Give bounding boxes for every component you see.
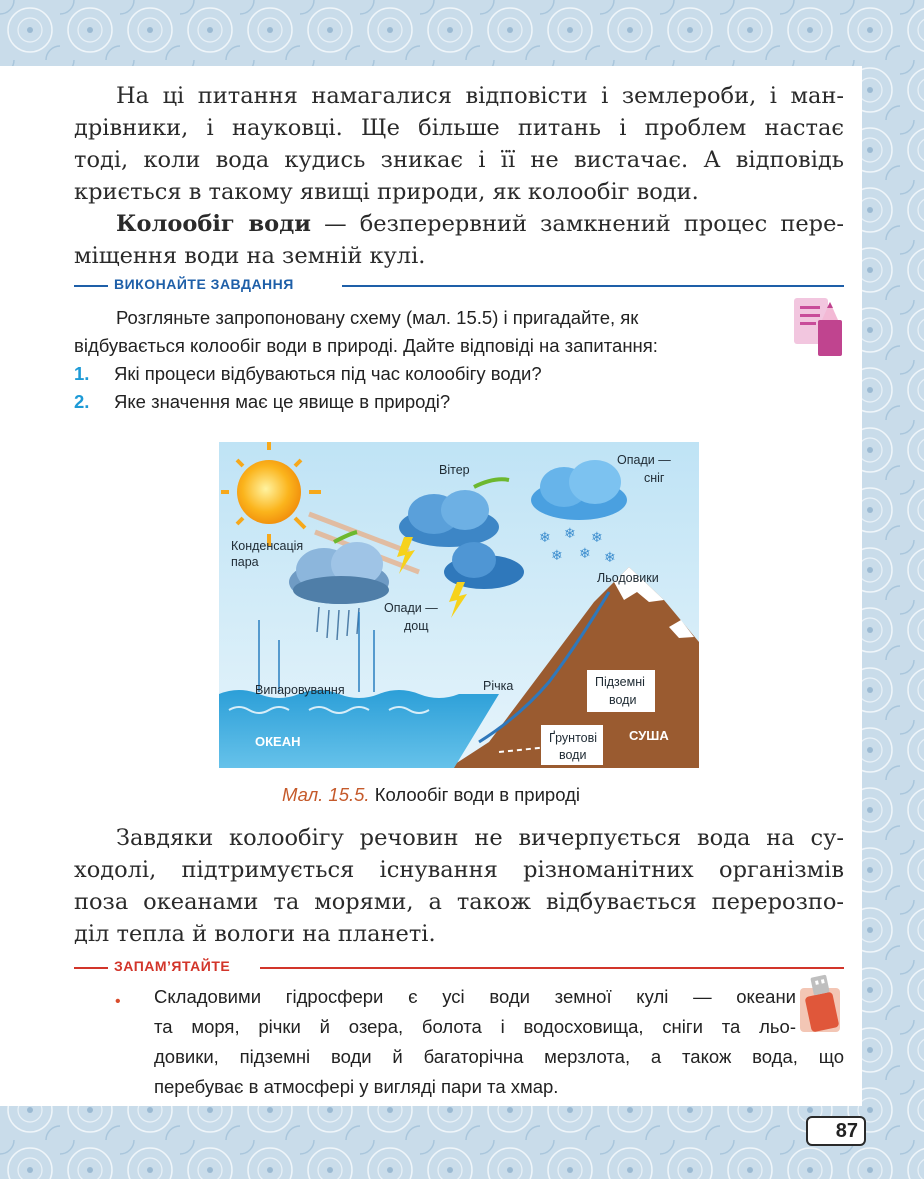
label-rain-2: дощ [404,619,429,633]
label-glaciers: Льодовики [597,571,659,585]
task-intro-line: відбувається колообіг води в природі. Дайте відповіді на запитання: [74,335,658,356]
notes-icon [792,296,844,358]
label-ocean: ОКЕАН [255,734,301,749]
label-land: СУША [629,728,669,743]
svg-text:❄: ❄ [591,530,603,546]
svg-text:❄: ❄ [551,548,563,564]
remember-text-continued [154,1042,844,1102]
text-line: та моря, річки й озера, болота і водосховища, сніги та льо- [154,1016,796,1037]
label-snow-2: сніг [644,471,665,485]
svg-text:❄: ❄ [564,526,576,542]
definition-line [74,208,844,240]
text-line: криється в такому явищі природи, як колообіг води. [74,179,699,205]
svg-text:❄: ❄ [539,530,551,546]
text-line: Складовими гідросфери є усі води земної кулі — океани [154,986,796,1007]
task-section-header [74,276,844,294]
text-line: тоді, коли вода кудись зникає і її не вистачає. А відповідь [74,147,844,173]
label-soil-water-2: води [559,748,587,762]
conclusion-paragraph [74,822,844,950]
section-rule [342,285,844,287]
figure-caption [0,784,862,806]
label-evaporation: Випаровування [255,683,345,697]
bullet-point: • [115,993,121,1010]
page-number: 87 [806,1116,866,1146]
definition-term: Колообіг води [116,211,311,237]
question-text: Яке значення має це явище в природі? [114,391,451,412]
question-item [74,360,779,388]
svg-text:❄: ❄ [604,550,616,566]
label-snow-1: Опади — [617,453,671,467]
definition-line-2: міщення води на земній кулі. [74,243,426,269]
caption-text: Колообіг води в природі [369,784,580,805]
remember-section-header [74,958,844,976]
label-rain-1: Опади — [384,601,438,615]
text-line: діл тепла й вологи на планеті. [74,921,436,947]
caption-label: Мал. 15.5. [282,784,370,805]
question-number: 2. [74,391,90,412]
section-rule [260,967,844,969]
label-condensation-2: пара [231,555,259,569]
remember-section-title: ЗАПАМ’ЯТАЙТЕ [114,958,231,974]
text-line: дрівники, і науковці. Ще більше питань і проблем настає [74,115,844,141]
label-groundwater-2: води [609,693,637,707]
section-dash [74,285,108,287]
definition-paragraph [74,208,844,272]
label-wind: Вітер [439,463,470,477]
task-body [74,304,779,416]
task-intro-line: Розгляньте запропоновану схему (мал. 15.5) і пригадайте, як [116,307,639,328]
text-line: поза океанами та морями, а також відбувається перерозпо- [74,889,844,915]
section-dash [74,967,108,969]
ocean-shape [219,690,499,768]
label-condensation-1: Конденсація [231,539,304,553]
usb-drive-icon [794,972,846,1034]
question-item [74,388,779,416]
task-section-title: ВИКОНАЙТЕ ЗАВДАННЯ [114,276,294,292]
svg-text:❄: ❄ [579,546,591,562]
definition-text: — безперервний замкнений процес пере- [310,211,845,237]
water-cycle-diagram [219,442,699,768]
text-line: ходолі, підтримується існування різноманітних організмів [74,857,844,883]
text-line: На ці питання намагалися відповісти і землероби, і ман- [116,83,844,109]
label-river: Річка [483,679,514,693]
remember-text [154,982,796,1042]
question-text: Які процеси відбуваються під час колообігу води? [114,363,542,384]
text-line: довики, підземні води й багаторічна мерзлота, а також вода, що [154,1046,844,1067]
label-soil-water-1: Ґрунтові [549,731,598,745]
text-line: перебуває в атмосфері у вигляді пари та хмар. [154,1076,559,1097]
label-groundwater-1: Підземні [595,675,645,689]
text-line: Завдяки колообігу речовин не вичерпується вода на су- [116,825,844,851]
intro-paragraph [74,80,844,208]
question-number: 1. [74,363,90,384]
